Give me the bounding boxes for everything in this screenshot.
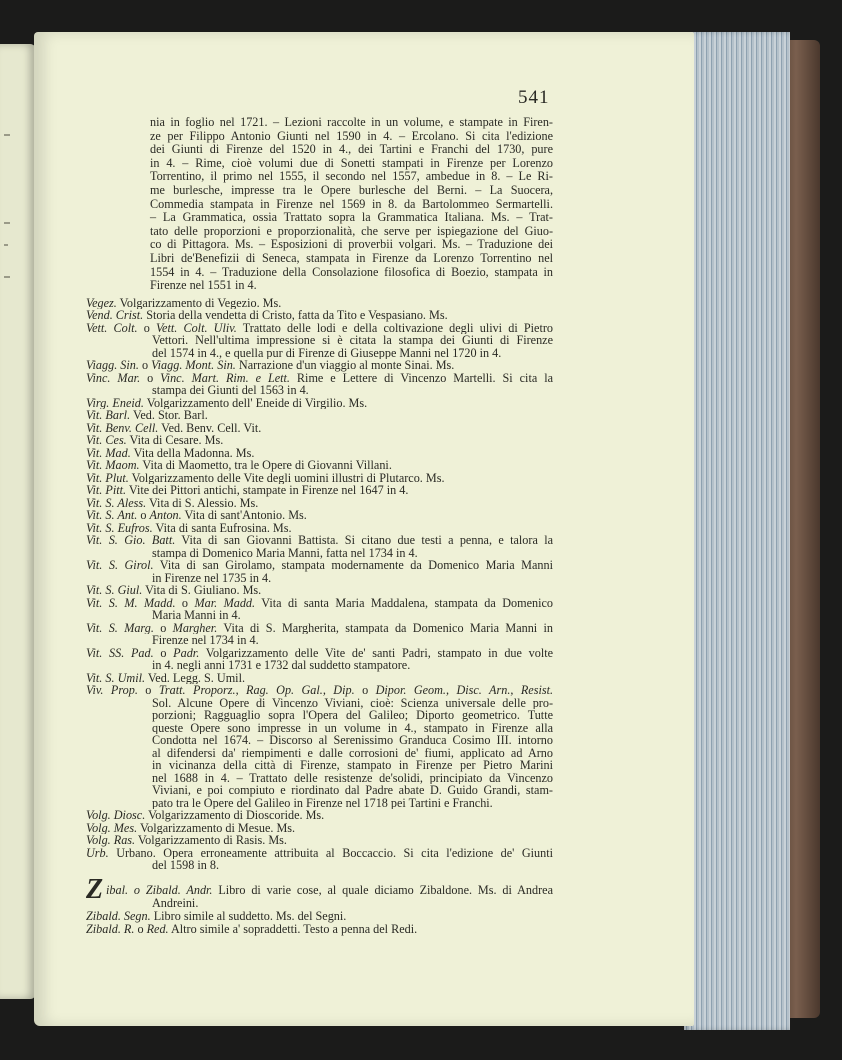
drop-cap: Z — [86, 873, 104, 905]
entry — [86, 322, 553, 360]
entry-first-line — [86, 559, 553, 572]
text-line: me burlesche, impresse tra le Opere burlesche del Berni. – La Suocera, — [150, 183, 553, 197]
entry-text: Vita di santa Eufrosina. Ms. — [152, 521, 292, 535]
entry-first-line — [86, 847, 553, 860]
entry-abbreviation: Vit. S. Giul. — [86, 584, 143, 597]
entry-continuation-line: in vicinanza della città di Firenze, stampato in Firenze per Pietro Marini — [152, 759, 553, 772]
entry-continuation-line: al difendersi da' riempimenti e dalle corrosioni de' fiumi, applicato ad Arno — [152, 746, 553, 760]
entry-text: Vita di sant'Antonio. Ms. — [181, 509, 307, 522]
text-line: Torrentino, il primo nel 1555, il secondo nel 1557, ambedue in 8. – Le Ri- — [150, 170, 553, 184]
entry — [86, 597, 553, 622]
entry — [86, 459, 553, 472]
entry-abbreviation: Vit. S. Aless. — [86, 496, 147, 510]
entry-abbreviation: Vit. Maom. — [86, 459, 140, 472]
entry-continuation-line: stampa di Domenico Maria Manni, fatta nel 1734 in 4. — [152, 546, 418, 560]
entry-text: Libro simile al suddetto. Ms. del Segni. — [150, 909, 347, 923]
entry-abbreviation: o — [128, 883, 146, 897]
entry-first-line — [86, 459, 553, 472]
entry — [86, 359, 553, 372]
entry-abbreviation: Vit. Mad. — [86, 446, 131, 460]
entry-first-line — [86, 884, 553, 897]
entry-first-line — [86, 322, 553, 335]
entry-abbreviation: Padr. — [173, 646, 200, 660]
entry-text: Vite dei Pittori antichi, stampate in Firenze nel 1647 in 4. — [126, 484, 409, 497]
entry-text: Volgarizzamento di Mesue. Ms. — [137, 821, 296, 835]
text-line: in 4. – Rime, cioè volumi due di Sonetti stampati in Firenze per Lorenzo — [150, 156, 553, 170]
entry-continuation-line: Viviani, e poi compiuto e riordinato dal Padre abate D. Guido Grandi, stam- — [152, 784, 553, 797]
entry-abbreviation: Volg. Diosc. — [86, 809, 146, 822]
text-line: 1554 in 4. – Traduzione della Consolazione filosofica di Boezio, stampata in — [150, 265, 553, 279]
entry-abbreviation: o — [138, 359, 152, 372]
entry-abbreviation: Volg. Ras. — [86, 834, 136, 847]
entry-text: Altro simile a' sopraddetti. Testo a penna del Redi. — [168, 922, 418, 936]
entry-first-line — [86, 597, 553, 610]
text-line: ze per Filippo Antonio Giunti nel 1590 in 4. – Ercolano. Si cita l'edizione — [150, 129, 553, 143]
text-line: co di Pittagora. Ms. – Esposizioni di proverbii volgari. Ms. – Traduzione dei — [150, 238, 553, 252]
entry-text: Vita di S. Margherita, stampata da Domenico Maria Manni in — [217, 621, 553, 635]
entry — [86, 434, 553, 447]
entry-first-line — [86, 497, 553, 510]
entry-abbreviation: Viagg. Sin. — [86, 359, 139, 372]
entry — [86, 559, 553, 584]
entry-continuation-line: del 1574 in 4., e quella pur di Firenze di Giuseppe Manni nel 1720 in 4. — [152, 346, 502, 360]
entry-abbreviation: o — [354, 684, 376, 697]
entry — [86, 447, 553, 460]
page-number: 541 — [518, 87, 550, 108]
entry-text: Vita di Maometto, tra le Opere di Giovanni Villani. — [139, 459, 392, 472]
entry — [86, 834, 553, 847]
entry — [86, 484, 553, 497]
entry-abbreviation: o — [137, 509, 150, 522]
entry-continuation-line: porzioni; Ragguaglio sopra l'Opera del Galileo; Diporto geometrico. Tutte — [152, 709, 553, 722]
entry-text: Urbano. Opera erroneamente attribuita al Boccaccio. Si cita l'edizione de' Giunti — [108, 846, 553, 860]
entry-abbreviation: Mar. Madd. — [194, 596, 256, 610]
entry — [86, 397, 553, 410]
entry-first-line — [86, 647, 553, 660]
text-line: Firenze nel 1551 in 4. — [150, 279, 257, 293]
entry — [86, 847, 553, 872]
entry — [86, 672, 553, 685]
entry-first-line — [86, 534, 553, 547]
entry-continuation-line: Andreini. — [152, 896, 199, 910]
entry-abbreviation: Vinc. Mart. Rim. e Lett. — [160, 371, 290, 385]
entry — [86, 309, 553, 322]
entry-abbreviation: Vit. S. M. Madd. — [86, 596, 176, 610]
entry-abbreviation: Vend. Crist. — [86, 309, 144, 322]
entry-continuation-line: queste Opere sono impresse in un volume in 4., stampato in Firenze alla — [152, 721, 553, 735]
entry-abbreviation: o — [137, 321, 156, 335]
entry-first-line — [86, 672, 553, 685]
text-line: dei Giunti di Firenze del 1520 in 4., dei Tartini e Franchi del 1730, pure — [150, 143, 553, 157]
entry-abbreviation: Vit. S. Girol. — [86, 559, 154, 572]
entry — [86, 522, 553, 535]
entry-continuation-line: Sol. Alcune Opere di Vincenzo Viviani, cioè: Scienza universale delle pro- — [152, 696, 553, 710]
entry-text: Storia della vendetta di Cristo, fatta da Tito e Vespasiano. Ms. — [143, 309, 448, 322]
entry-abbreviation: Vit. Plut. — [86, 471, 129, 485]
entry-abbreviation: Volg. Mes. — [86, 821, 138, 835]
entry — [86, 622, 553, 647]
entry — [86, 584, 553, 597]
entry-abbreviation: Viagg. Mont. Sin. — [151, 359, 236, 372]
text-line: nia in foglio nel 1721. – Lezioni raccolte in un volume, e stampate in Firen- — [150, 116, 553, 129]
text-line: Commedia stampata in Firenze nel 1569 in 8. da Bartolommeo Sermartelli. — [150, 197, 553, 211]
entry — [86, 822, 553, 835]
entry-abbreviation: Vit. S. Marg. — [86, 621, 154, 635]
entry-abbreviation: o — [175, 596, 195, 610]
entry-text: Volgarizzamento di Vegezio. Ms. — [116, 296, 282, 310]
entry-abbreviation: Vit. Pitt. — [86, 484, 127, 497]
entry-first-line — [86, 834, 553, 847]
entry-text: Vita di san Giovanni Battista. Si citano due testi a penna, e talora la — [175, 534, 553, 547]
entry — [86, 422, 553, 435]
entry-abbreviation: Dipor. Geom., Disc. Arn., Resist. — [375, 684, 553, 697]
entry-text: Vita di S. Giuliano. Ms. — [142, 584, 262, 597]
entry-continuation-line: in Firenze nel 1735 in 4. — [152, 571, 272, 585]
entry-abbreviation: Vett. Colt. — [86, 321, 138, 335]
text-line: – La Grammatica, ossia Trattato sopra la Grammatica Italiana. Ms. – Trat- — [150, 211, 553, 225]
entry-first-line — [86, 309, 553, 322]
abbreviation-entries — [86, 297, 553, 872]
entry-abbreviation: Urb. — [86, 846, 109, 860]
entry-abbreviation: Vit. SS. Pad. — [86, 646, 154, 660]
entry-continuation-line: Firenze nel 1734 in 4. — [152, 634, 259, 647]
entry-first-line — [86, 509, 553, 522]
entry-continuation-line: Condotta nel 1674. – Discorso al Serenissimo Granduca Cosimo III. intorno — [152, 734, 553, 747]
entry-continuation-line: Maria Manni in 4. — [152, 609, 241, 622]
entry-text: Libro di varie cose, al quale diciamo Zibaldone. Ms. di Andrea — [212, 883, 553, 897]
entry-text: Ved. Stor. Barl. — [130, 409, 208, 422]
entry-abbreviation: Tratt. Proporz., Rag. Op. Gal., Dip. — [158, 684, 355, 697]
entry-text: Volgarizzamento di Dioscoride. Ms. — [145, 809, 325, 822]
entry-continuation-line: Vettori. Nell'ultima impressione si è citata la stampa dei Giunti di Firenze — [152, 334, 553, 347]
entry-text: Trattato delle lodi e della coltivazione degli ulivi di Pietro — [236, 321, 553, 335]
entry-abbreviation: o — [153, 646, 174, 660]
entry-abbreviation: Viv. Prop. — [86, 684, 138, 697]
entry — [86, 472, 553, 485]
entry-first-line — [86, 584, 553, 597]
entry-abbreviation: Margher. — [172, 621, 218, 635]
entry — [86, 809, 553, 822]
entry-abbreviation: Anton. — [149, 509, 182, 522]
entry-first-line — [86, 397, 553, 410]
entry-text: Volgarizzamento delle Vite degli uomini illustri di Plutarco. Ms. — [128, 471, 445, 485]
entry-abbreviation: Vett. Colt. Uliv. — [155, 321, 237, 335]
entry-text: Volgarizzamento delle Vite de' santi Padri, stampato in due volte — [199, 646, 553, 660]
z-section — [86, 873, 553, 936]
entry-abbreviation: Virg. Eneid. — [86, 396, 144, 410]
entry-first-line — [86, 684, 553, 697]
entry-abbreviation: ibal. — [106, 883, 129, 897]
entry-text: Vita di san Girolamo, stampata modernamente da Domenico Maria Manni — [153, 559, 553, 572]
entry-first-line — [86, 923, 553, 936]
entry — [86, 372, 553, 397]
entry-abbreviation: Red. — [146, 922, 169, 936]
entry-abbreviation: Zibald. Segn. — [86, 909, 151, 923]
entry-first-line — [86, 622, 553, 635]
entry-abbreviation: Vit. Ces. — [86, 434, 127, 447]
entry-abbreviation: Vit. S. Ant. — [86, 509, 138, 522]
entry-first-line — [86, 372, 553, 385]
entry-abbreviation: o — [134, 922, 147, 936]
entry — [86, 509, 553, 522]
entry-first-line — [86, 910, 553, 923]
entry — [86, 497, 553, 510]
entry-continuation-line: nel 1688 in 4. – Trattato delle resistenze de'solidi, principiato da Vincenzo — [152, 771, 553, 785]
entry-first-line — [86, 434, 553, 447]
entry-text: Vita di santa Maria Maddalena, stampata da Domenico — [255, 596, 553, 610]
entry-text: Ved. Benv. Cell. Vit. — [158, 421, 262, 435]
entry-first-line — [86, 484, 553, 497]
facing-left-page — [0, 44, 36, 999]
entry — [86, 884, 553, 910]
entry-text: Vita di S. Alessio. Ms. — [146, 496, 259, 510]
entry-abbreviation: Vegez. — [86, 296, 117, 310]
entry-text: Vita di Cesare. Ms. — [126, 434, 224, 447]
entry-abbreviation: Vit. S. Umil. — [86, 671, 146, 685]
entry-first-line — [86, 297, 553, 310]
entry-first-line — [86, 359, 553, 372]
entry-first-line — [86, 472, 553, 485]
entry-abbreviation: Vit. Barl. — [86, 409, 131, 422]
entry-abbreviation: Vit. S. Gio. Batt. — [86, 534, 176, 547]
entry-first-line — [86, 409, 553, 422]
entry-continuation-line: del 1598 in 8. — [152, 859, 220, 872]
entry — [86, 647, 553, 672]
entry-abbreviation: Vinc. Mar. — [86, 371, 141, 385]
entry-first-line — [86, 522, 553, 535]
entry-abbreviation: Vit. Benv. Cell. — [86, 421, 159, 435]
entry-text: Rime e Lettere di Vincenzo Martelli. Si cita la — [289, 371, 553, 385]
entry-first-line — [86, 809, 553, 822]
entry-first-line — [86, 422, 553, 435]
entry-abbreviation: Zibald. R. — [86, 922, 135, 936]
entry-text: Volgarizzamento di Rasis. Ms. — [135, 834, 287, 847]
entry-text: Volgarizzamento dell' Eneide di Virgilio. Ms. — [143, 396, 368, 410]
entry-abbreviation: Vit. S. Eufros. — [86, 521, 153, 535]
entry — [86, 684, 553, 809]
page-edges-stack — [684, 32, 790, 1030]
text-line: tato delle proporzioni e proporzionalità, che serve per ispiegazione del Giuo- — [150, 224, 553, 238]
continuation-paragraph — [86, 116, 553, 293]
entry — [86, 297, 553, 310]
text-line: Libri de'Benefizii di Seneca, stampata in Firenze da Lorenzo Torrentino nel — [150, 251, 553, 265]
page-text — [86, 116, 553, 936]
entry-first-line — [86, 447, 553, 460]
entry-continuation-line: in 4. negli anni 1731 e 1732 dal suddetto stampatore. — [152, 659, 411, 672]
entry — [86, 409, 553, 422]
entry-abbreviation: o — [153, 621, 173, 635]
entry-continuation-line: pato tra le Opere del Galileo in Firenze nel 1718 pei Tartini e Franchi. — [152, 796, 493, 810]
entry — [86, 910, 553, 923]
entry-abbreviation: Zibald. Andr. — [145, 883, 213, 897]
entry-text: Narrazione d'un viaggio al monte Sinai. Ms. — [235, 359, 455, 372]
entry — [86, 534, 553, 559]
entry — [86, 923, 553, 936]
entry-abbreviation: o — [140, 371, 161, 385]
entry-abbreviation: o — [137, 684, 159, 697]
entry-text: Vita della Madonna. Ms. — [130, 446, 255, 460]
entry-text: Ved. Legg. S. Umil. — [145, 671, 245, 685]
entry-continuation-line: stampa dei Giunti del 1563 in 4. — [152, 384, 309, 397]
entry-first-line — [86, 822, 553, 835]
